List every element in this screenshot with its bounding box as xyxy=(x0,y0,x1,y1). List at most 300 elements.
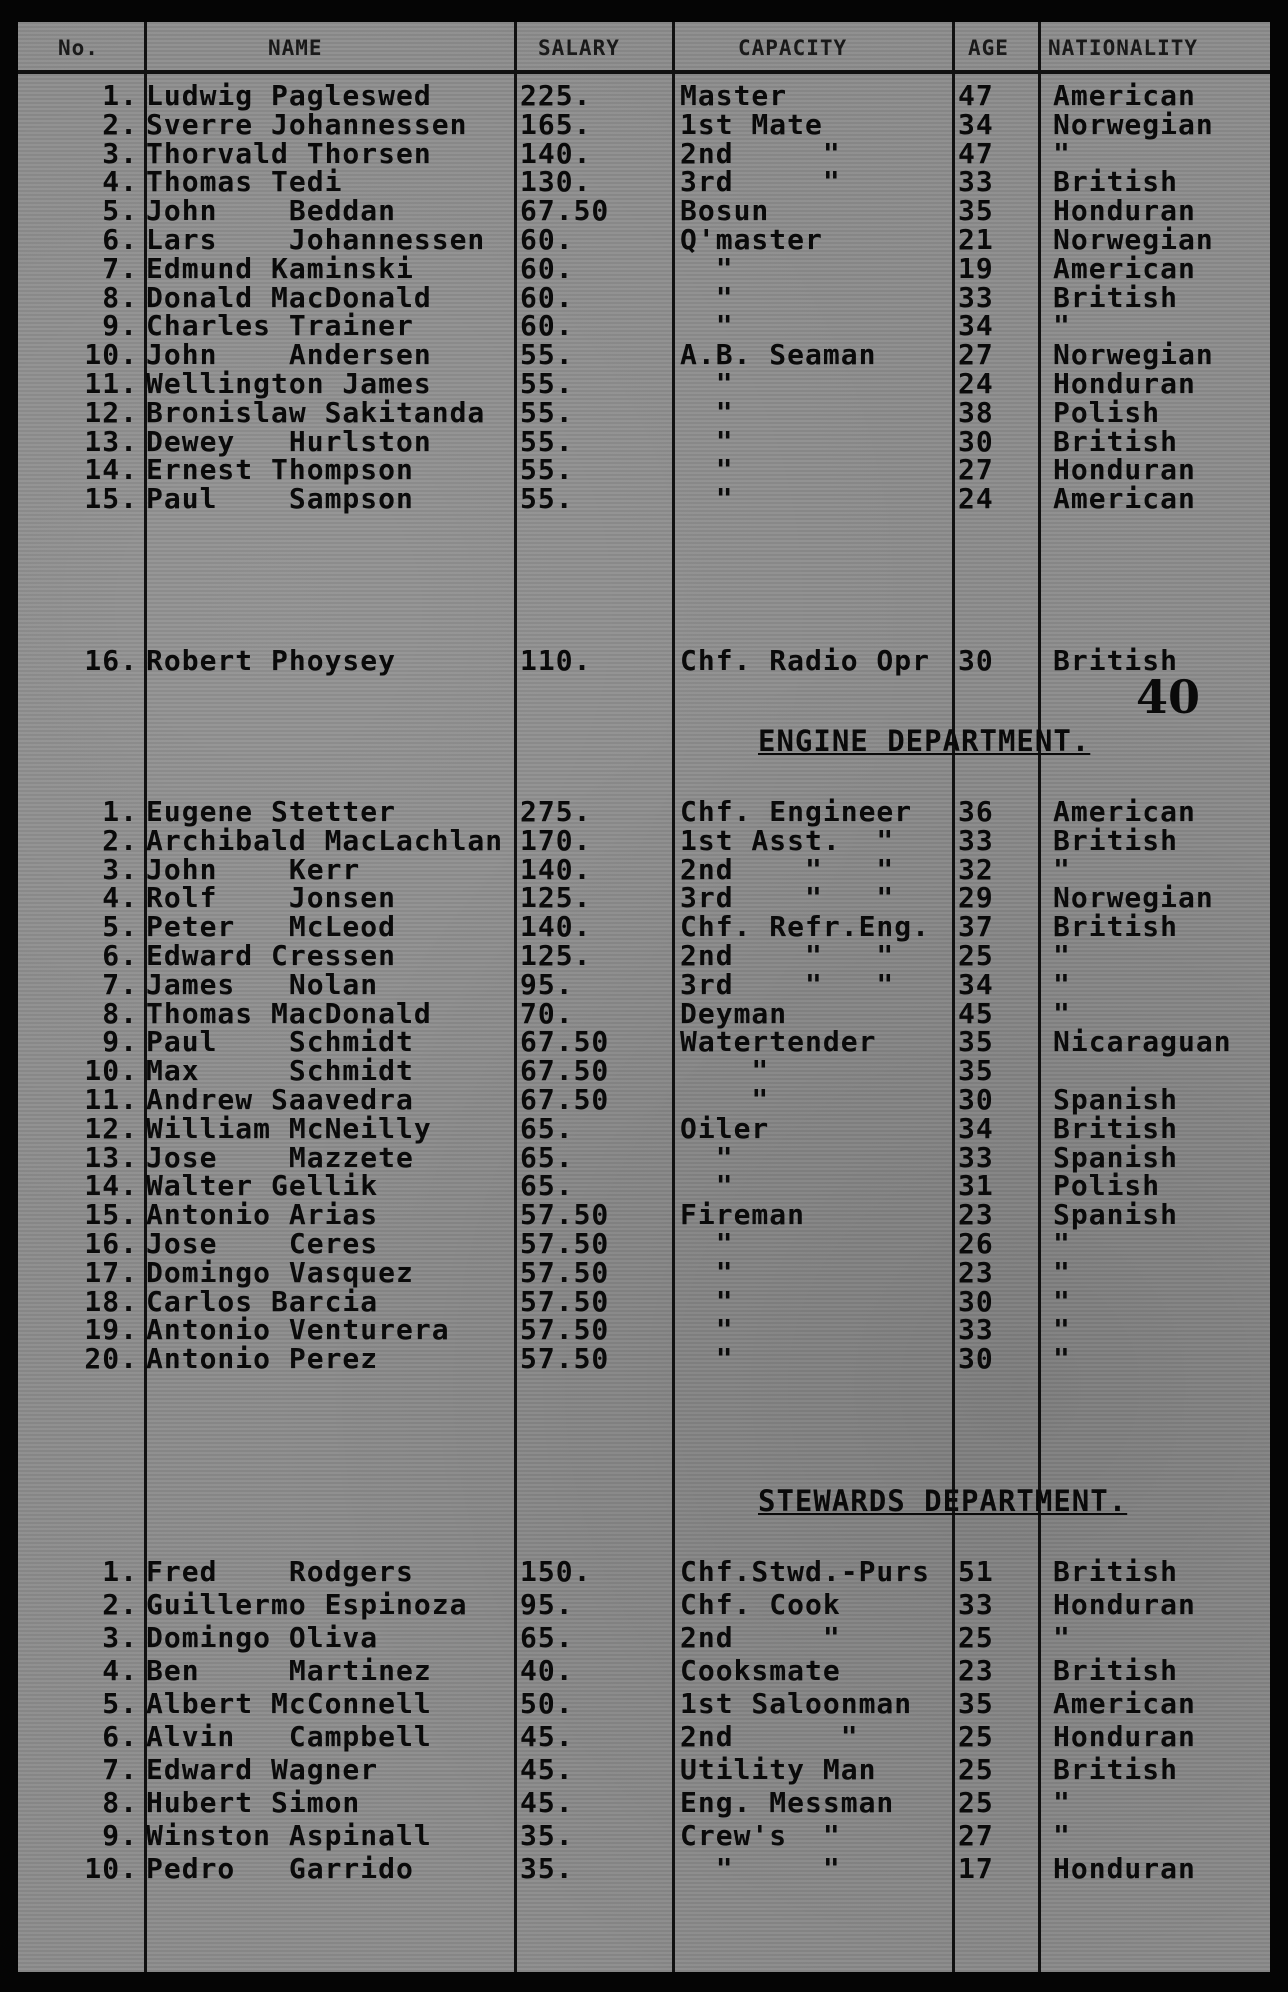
crew-name: Domingo Oliva xyxy=(146,1621,379,1654)
row-number: 12. xyxy=(84,1111,138,1145)
crew-age: 23 xyxy=(958,1198,994,1232)
row-number: 2. xyxy=(102,107,138,141)
crew-nationality: American xyxy=(1053,79,1196,112)
crew-salary: 57.50 xyxy=(520,1284,610,1318)
crew-salary: 95. xyxy=(520,967,574,1001)
crew-name: Antonio Arias xyxy=(146,1198,379,1232)
crew-nationality: " xyxy=(1053,939,1071,972)
crew-age: 45 xyxy=(958,996,994,1030)
row-number: 5. xyxy=(102,910,138,944)
crew-age: 26 xyxy=(958,1227,994,1260)
crew-capacity: " xyxy=(680,1169,734,1203)
crew-name: Albert McConnell xyxy=(146,1687,432,1720)
crew-age: 34 xyxy=(958,1111,994,1145)
crew-name: Hubert Simon xyxy=(146,1786,361,1819)
crew-age: 34 xyxy=(958,967,994,1001)
crew-salary: 140. xyxy=(520,910,592,944)
crew-name: Sverre Johannessen xyxy=(146,107,468,141)
crew-age: 33 xyxy=(958,165,994,199)
crew-name: Ernest Thompson xyxy=(146,453,414,487)
crew-capacity: Chf. Radio Opr xyxy=(680,644,931,677)
crew-nationality: " xyxy=(1053,1227,1071,1260)
crew-name: Eugene Stetter xyxy=(146,795,397,828)
crew-capacity: 3rd " xyxy=(680,165,841,199)
row-number: 15. xyxy=(84,1198,138,1232)
crew-nationality: " xyxy=(1053,852,1071,886)
crew-salary: 50. xyxy=(520,1687,574,1720)
crew-nationality: " xyxy=(1053,1313,1071,1347)
crew-capacity: Oiler xyxy=(680,1111,770,1145)
header-capacity: CAPACITY xyxy=(738,36,848,60)
crew-salary: 67.50 xyxy=(520,1054,610,1088)
crew-nationality: Spanish xyxy=(1053,1140,1179,1174)
crew-salary: 55. xyxy=(520,395,574,429)
crew-age: 27 xyxy=(958,453,994,487)
row-number: 8. xyxy=(102,280,138,314)
crew-nationality: American xyxy=(1053,1687,1196,1720)
crew-age: 35 xyxy=(958,1025,994,1059)
crew-capacity: " xyxy=(680,367,734,400)
crew-salary: 60. xyxy=(520,280,574,314)
crew-name: Jose Ceres xyxy=(146,1227,379,1260)
crew-name: Paul Schmidt xyxy=(146,1025,414,1059)
crew-row xyxy=(18,253,1270,285)
row-number: 19. xyxy=(84,1313,138,1347)
crew-salary: 165. xyxy=(520,107,592,141)
crew-name: Domingo Vasquez xyxy=(146,1255,414,1289)
crew-salary: 55. xyxy=(520,482,574,516)
row-number: 9. xyxy=(102,1025,138,1059)
crew-age: 23 xyxy=(958,1654,994,1687)
crew-capacity: 2nd " xyxy=(680,1621,841,1654)
crew-age: 19 xyxy=(958,251,994,285)
crew-salary: 170. xyxy=(520,823,592,857)
crew-age: 33 xyxy=(958,823,994,857)
crew-age: 33 xyxy=(958,1140,994,1174)
crew-nationality: Norwegian xyxy=(1053,107,1214,141)
crew-nationality: " xyxy=(1053,309,1071,343)
crew-age: 29 xyxy=(958,881,994,915)
crew-capacity: " xyxy=(680,1227,734,1260)
crew-name: Robert Phoysey xyxy=(146,644,397,677)
crew-age: 27 xyxy=(958,338,994,372)
crew-salary: 275. xyxy=(520,795,592,828)
crew-nationality: British xyxy=(1053,280,1179,314)
row-number: 8. xyxy=(102,1786,138,1819)
crew-row xyxy=(18,1113,1270,1145)
crew-age: 31 xyxy=(958,1169,994,1203)
crew-capacity: 3rd " " xyxy=(680,967,895,1001)
crew-capacity: Q'master xyxy=(680,223,823,256)
crew-age: 25 xyxy=(958,1720,994,1753)
crew-age: 30 xyxy=(958,1342,994,1376)
crew-nationality: Nicaraguan xyxy=(1053,1025,1232,1059)
crew-capacity: Utility Man xyxy=(680,1753,877,1786)
crew-nationality: British xyxy=(1053,1654,1179,1687)
crew-row xyxy=(18,969,1270,1001)
crew-capacity: Chf.Stwd.-Purs xyxy=(680,1555,931,1588)
crew-salary: 130. xyxy=(520,165,592,199)
crew-row xyxy=(18,1589,1270,1621)
row-number: 4. xyxy=(102,165,138,199)
crew-capacity: " " xyxy=(680,1852,841,1885)
crew-age: 17 xyxy=(958,1852,994,1885)
crew-salary: 95. xyxy=(520,1588,574,1621)
row-number: 10. xyxy=(84,1054,138,1088)
row-number: 17. xyxy=(84,1255,138,1289)
crew-capacity: 2nd " xyxy=(680,136,841,170)
crew-nationality: British xyxy=(1053,910,1179,944)
crew-nationality: American xyxy=(1053,251,1196,285)
crew-capacity: " xyxy=(680,251,734,285)
page-number: 40 xyxy=(1136,670,1201,724)
crew-age: 23 xyxy=(958,1255,994,1289)
crew-salary: 35. xyxy=(520,1852,574,1885)
crew-nationality: " xyxy=(1053,1819,1071,1852)
crew-salary: 60. xyxy=(520,309,574,343)
crew-capacity: Crew's " xyxy=(680,1819,841,1852)
crew-name: Walter Gellik xyxy=(146,1169,379,1203)
crew-name: Charles Trainer xyxy=(146,309,414,343)
crew-name: Guillermo Espinoza xyxy=(146,1588,468,1621)
crew-nationality: " xyxy=(1053,1255,1071,1289)
crew-nationality: Honduran xyxy=(1053,1588,1196,1621)
crew-name: Thomas MacDonald xyxy=(146,996,432,1030)
crew-salary: 57.50 xyxy=(520,1227,610,1260)
crew-capacity: Fireman xyxy=(680,1198,806,1232)
crew-nationality: British xyxy=(1053,644,1179,677)
row-number: 15. xyxy=(84,482,138,516)
crew-name: John Kerr xyxy=(146,852,361,886)
row-number: 5. xyxy=(102,194,138,228)
crew-age: 35 xyxy=(958,194,994,228)
crew-capacity: 2nd " xyxy=(680,1720,859,1753)
crew-row xyxy=(18,1688,1270,1720)
crew-capacity: " xyxy=(680,280,734,314)
crew-nationality: Polish xyxy=(1053,395,1161,429)
crew-nationality: " xyxy=(1053,136,1071,170)
crew-name: Bronislaw Sakitanda xyxy=(146,395,486,429)
crew-age: 34 xyxy=(958,309,994,343)
crew-row xyxy=(18,1257,1270,1289)
row-number: 6. xyxy=(102,223,138,256)
crew-capacity: Deyman xyxy=(680,996,788,1030)
crew-age: 25 xyxy=(958,1786,994,1819)
crew-name: Jose Mazzete xyxy=(146,1140,414,1174)
crew-age: 47 xyxy=(958,136,994,170)
crew-name: Pedro Garrido xyxy=(146,1852,414,1885)
crew-salary: 110. xyxy=(520,644,592,677)
crew-row xyxy=(18,1655,1270,1687)
crew-name: Ben Martinez xyxy=(146,1654,432,1687)
crew-nationality: Norwegian xyxy=(1053,338,1214,372)
crew-nationality: British xyxy=(1053,823,1179,857)
crew-age: 34 xyxy=(958,107,994,141)
row-number: 13. xyxy=(84,424,138,458)
crew-capacity: A.B. Seaman xyxy=(680,338,877,372)
crew-row xyxy=(18,1787,1270,1819)
crew-nationality: " xyxy=(1053,1342,1071,1376)
header-rule xyxy=(18,70,1270,74)
row-number: 16. xyxy=(84,644,138,677)
crew-nationality: " xyxy=(1053,967,1071,1001)
row-number: 3. xyxy=(102,1621,138,1654)
crew-salary: 60. xyxy=(520,223,574,256)
crew-name: Thomas Tedi xyxy=(146,165,343,199)
crew-name: Lars Johannessen xyxy=(146,223,486,256)
crew-nationality: " xyxy=(1053,1284,1071,1318)
crew-capacity: Watertender xyxy=(680,1025,877,1059)
crew-name: Edward Wagner xyxy=(146,1753,379,1786)
crew-capacity: " xyxy=(680,1284,734,1318)
crew-salary: 67.50 xyxy=(520,1083,610,1116)
row-number: 7. xyxy=(102,1753,138,1786)
crew-salary: 65. xyxy=(520,1621,574,1654)
crew-salary: 150. xyxy=(520,1555,592,1588)
crew-name: Andrew Saavedra xyxy=(146,1083,414,1116)
crew-age: 47 xyxy=(958,79,994,112)
crew-nationality: " xyxy=(1053,1786,1071,1819)
row-number: 14. xyxy=(84,1169,138,1203)
crew-nationality: British xyxy=(1053,1111,1179,1145)
row-number: 3. xyxy=(102,136,138,170)
crew-age: 30 xyxy=(958,1284,994,1318)
crew-nationality: British xyxy=(1053,165,1179,199)
crew-nationality: American xyxy=(1053,795,1196,828)
crew-row xyxy=(18,397,1270,429)
crew-capacity: 1st Mate xyxy=(680,107,823,141)
crew-capacity: " xyxy=(680,309,734,343)
row-number: 1. xyxy=(102,795,138,828)
row-number: 10. xyxy=(84,338,138,372)
crew-name: Dewey Hurlston xyxy=(146,424,432,458)
crew-name: Paul Sampson xyxy=(146,482,414,516)
crew-age: 33 xyxy=(958,1313,994,1347)
crew-row xyxy=(18,1820,1270,1852)
header-nationality: NATIONALITY xyxy=(1048,36,1199,60)
crew-salary: 55. xyxy=(520,424,574,458)
crew-salary: 57.50 xyxy=(520,1342,610,1376)
row-number: 13. xyxy=(84,1140,138,1174)
crew-age: 35 xyxy=(958,1687,994,1720)
crew-age: 25 xyxy=(958,939,994,972)
row-number: 4. xyxy=(102,881,138,915)
crew-age: 33 xyxy=(958,280,994,314)
crew-capacity: Chf. Engineer xyxy=(680,795,913,828)
crew-nationality: Polish xyxy=(1053,1169,1161,1203)
row-number: 2. xyxy=(102,823,138,857)
crew-name: Peter McLeod xyxy=(146,910,397,944)
crew-capacity: Chf. Cook xyxy=(680,1588,841,1621)
crew-name: Winston Aspinall xyxy=(146,1819,432,1852)
crew-salary: 57.50 xyxy=(520,1198,610,1232)
crew-list-page xyxy=(18,22,1270,1972)
crew-salary: 55. xyxy=(520,453,574,487)
crew-nationality: British xyxy=(1053,1555,1179,1588)
crew-age: 30 xyxy=(958,424,994,458)
crew-salary: 125. xyxy=(520,881,592,915)
crew-nationality: Spanish xyxy=(1053,1198,1179,1232)
crew-name: James Nolan xyxy=(146,967,379,1001)
crew-name: Wellington James xyxy=(146,367,432,400)
radio-operator-row xyxy=(18,645,1270,677)
crew-row xyxy=(18,825,1270,857)
crew-salary: 225. xyxy=(520,79,592,112)
crew-salary: 125. xyxy=(520,939,592,972)
crew-nationality: American xyxy=(1053,482,1196,516)
crew-capacity: " xyxy=(680,1342,734,1376)
crew-name: Archibald MacLachlan xyxy=(146,823,504,857)
crew-age: 27 xyxy=(958,1819,994,1852)
row-number: 3. xyxy=(102,852,138,886)
row-number: 9. xyxy=(102,1819,138,1852)
row-number: 1. xyxy=(102,1555,138,1588)
crew-salary: 140. xyxy=(520,852,592,886)
crew-salary: 45. xyxy=(520,1753,574,1786)
crew-row xyxy=(18,1721,1270,1753)
crew-nationality: Honduran xyxy=(1053,194,1196,228)
crew-nationality: Honduran xyxy=(1053,1720,1196,1753)
crew-name: Rolf Jonsen xyxy=(146,881,397,915)
crew-capacity: 2nd " " xyxy=(680,939,895,972)
row-number: 5. xyxy=(102,1687,138,1720)
crew-age: 25 xyxy=(958,1621,994,1654)
crew-capacity: 1st Asst. " xyxy=(680,823,895,857)
crew-age: 51 xyxy=(958,1555,994,1588)
crew-salary: 60. xyxy=(520,251,574,285)
row-number: 10. xyxy=(84,1852,138,1885)
crew-row xyxy=(18,109,1270,141)
crew-nationality: Honduran xyxy=(1053,453,1196,487)
crew-row xyxy=(18,1343,1270,1375)
crew-nationality: " xyxy=(1053,996,1071,1030)
crew-age: 24 xyxy=(958,367,994,400)
crew-capacity: " xyxy=(680,1054,770,1088)
header-age: AGE xyxy=(968,36,1009,60)
crew-capacity: " xyxy=(680,395,734,429)
row-number: 2. xyxy=(102,1588,138,1621)
crew-nationality: " xyxy=(1053,1621,1071,1654)
crew-age: 36 xyxy=(958,795,994,828)
crew-age: 35 xyxy=(958,1054,994,1088)
crew-age: 33 xyxy=(958,1588,994,1621)
header-salary: SALARY xyxy=(538,36,620,60)
crew-salary: 67.50 xyxy=(520,1025,610,1059)
crew-capacity: " xyxy=(680,424,734,458)
crew-salary: 40. xyxy=(520,1654,574,1687)
crew-name: Max Schmidt xyxy=(146,1054,414,1088)
crew-salary: 57.50 xyxy=(520,1313,610,1347)
row-number: 18. xyxy=(84,1284,138,1318)
crew-capacity: " xyxy=(680,453,734,487)
crew-name: Fred Rodgers xyxy=(146,1555,414,1588)
row-number: 4. xyxy=(102,1654,138,1687)
engine-department-title: ENGINE DEPARTMENT. xyxy=(758,724,1091,758)
crew-name: Edmund Kaminski xyxy=(146,251,414,285)
crew-salary: 35. xyxy=(520,1819,574,1852)
row-number: 1. xyxy=(102,79,138,112)
crew-nationality: Honduran xyxy=(1053,1852,1196,1885)
crew-row xyxy=(18,483,1270,515)
crew-nationality: Norwegian xyxy=(1053,881,1214,915)
crew-capacity: 3rd " " xyxy=(680,881,895,915)
crew-capacity: Master xyxy=(680,79,788,112)
row-number: 7. xyxy=(102,251,138,285)
crew-salary: 70. xyxy=(520,996,574,1030)
crew-capacity: Chf. Refr.Eng. xyxy=(680,910,931,944)
row-number: 7. xyxy=(102,967,138,1001)
crew-salary: 55. xyxy=(520,367,574,400)
crew-row xyxy=(18,1754,1270,1786)
crew-age: 30 xyxy=(958,644,994,677)
row-number: 8. xyxy=(102,996,138,1030)
row-number: 20. xyxy=(84,1342,138,1376)
header-number: No. xyxy=(58,36,99,60)
crew-capacity: " xyxy=(680,1083,770,1116)
crew-age: 30 xyxy=(958,1083,994,1116)
crew-nationality: British xyxy=(1053,1753,1179,1786)
crew-name: Antonio Perez xyxy=(146,1342,379,1376)
row-number: 14. xyxy=(84,453,138,487)
row-number: 11. xyxy=(84,367,138,400)
crew-row xyxy=(18,1853,1270,1885)
header-name: NAME xyxy=(268,36,323,60)
crew-name: John Andersen xyxy=(146,338,432,372)
crew-salary: 65. xyxy=(520,1169,574,1203)
crew-salary: 45. xyxy=(520,1720,574,1753)
crew-salary: 67.50 xyxy=(520,194,610,228)
crew-row xyxy=(18,1622,1270,1654)
crew-capacity: Cooksmate xyxy=(680,1654,841,1687)
crew-name: Carlos Barcia xyxy=(146,1284,379,1318)
row-number: 11. xyxy=(84,1083,138,1116)
crew-nationality: Spanish xyxy=(1053,1083,1179,1116)
row-number: 6. xyxy=(102,939,138,972)
crew-age: 38 xyxy=(958,395,994,429)
crew-salary: 45. xyxy=(520,1786,574,1819)
crew-name: William McNeilly xyxy=(146,1111,432,1145)
crew-capacity: 2nd " " xyxy=(680,852,895,886)
crew-nationality: Norwegian xyxy=(1053,223,1214,256)
crew-age: 32 xyxy=(958,852,994,886)
crew-nationality: British xyxy=(1053,424,1179,458)
row-number: 9. xyxy=(102,309,138,343)
crew-salary: 57.50 xyxy=(520,1255,610,1289)
row-number: 12. xyxy=(84,395,138,429)
crew-age: 37 xyxy=(958,910,994,944)
crew-salary: 65. xyxy=(520,1111,574,1145)
row-number: 6. xyxy=(102,1720,138,1753)
crew-name: John Beddan xyxy=(146,194,397,228)
row-number: 16. xyxy=(84,1227,138,1260)
crew-name: Edward Cressen xyxy=(146,939,397,972)
crew-capacity: " xyxy=(680,1313,734,1347)
stewards-department-title: STEWARDS DEPARTMENT. xyxy=(758,1484,1128,1518)
crew-salary: 140. xyxy=(520,136,592,170)
crew-name: Antonio Venturera xyxy=(146,1313,450,1347)
crew-name: Donald MacDonald xyxy=(146,280,432,314)
crew-name: Ludwig Pagleswed xyxy=(146,79,432,112)
crew-age: 21 xyxy=(958,223,994,256)
crew-capacity: Bosun xyxy=(680,194,770,228)
crew-salary: 65. xyxy=(520,1140,574,1174)
crew-age: 25 xyxy=(958,1753,994,1786)
crew-age: 24 xyxy=(958,482,994,516)
crew-capacity: Eng. Messman xyxy=(680,1786,895,1819)
crew-capacity: 1st Saloonman xyxy=(680,1687,913,1720)
crew-capacity: " xyxy=(680,1140,734,1174)
crew-salary: 55. xyxy=(520,338,574,372)
